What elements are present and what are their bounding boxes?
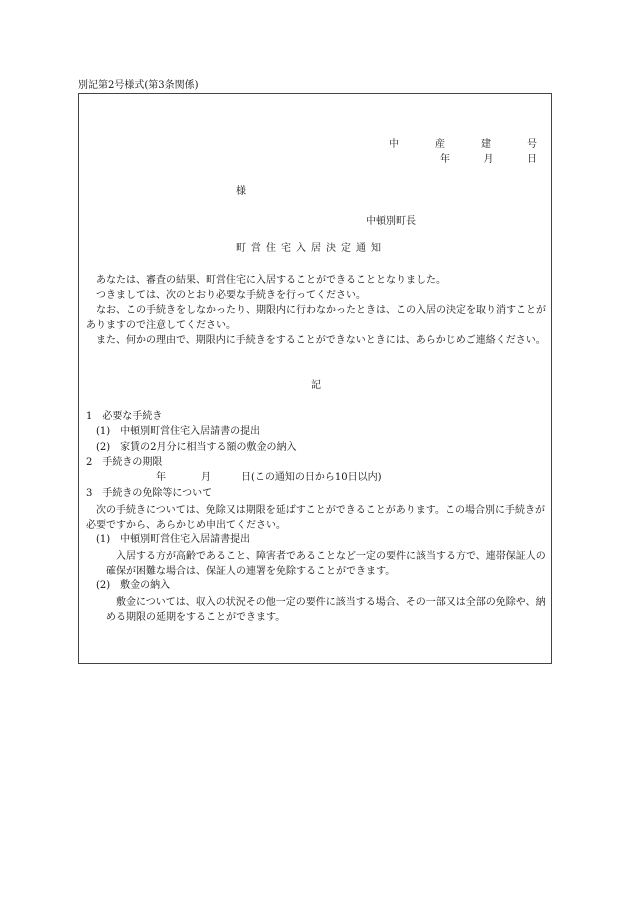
section3-sub1-body: 入居する方が高齢であること、障害者であることなど一定の要件に該当する方で、連帯保証人の確保が困難な場合は、保証人の連署を免除することができます。 — [106, 551, 546, 577]
date-month: 月 — [483, 154, 494, 165]
intro-paragraph: また、何かの理由で、期限内に手続きをすることができないときには、あらかじめご連絡ください。 — [86, 335, 546, 346]
deadline-day-note: 日(この通知の日から10日以内) — [241, 472, 382, 483]
addressee-suffix: 様 — [236, 186, 246, 197]
document-number — [389, 139, 537, 151]
issuer: 中頓別町長 — [366, 216, 416, 227]
doc-number-part: 建 — [481, 139, 491, 150]
section1-heading: 1 必要な手続き — [86, 411, 163, 422]
intro-paragraph: なお、この手続きをしなかったり、期限内に行わなかったときは、この入居の決定を取り消すことがありますので注意してください。 — [86, 305, 546, 331]
doc-number-part: 産 — [435, 139, 445, 150]
section1-item: (2) 家賃の2月分に相当する額の敷金の納入 — [96, 442, 297, 453]
doc-number-part: 中 — [389, 139, 399, 150]
section3-heading: 3 手続きの免除等について — [86, 488, 213, 499]
section1-item: (1) 中頓別町営住宅入居請書の提出 — [96, 426, 261, 437]
ki-heading: 記 — [311, 380, 321, 391]
form-label: 別記第2号様式(第3条関係) — [78, 80, 199, 91]
deadline-year: 年 — [156, 472, 166, 483]
doc-number-part: 号 — [527, 139, 537, 150]
section3-sub2-heading: (2) 敷金の納入 — [96, 580, 171, 591]
date-year: 年 — [440, 154, 450, 165]
section3-sub2-body: 敷金については、収入の状況その他一定の要件に該当する場合、その一部又は全部の免除や、納める期限の延期をすることができます。 — [106, 597, 546, 623]
section3-sub1-heading: (1) 中頓別町営住宅入居請書提出 — [96, 534, 251, 545]
section3-body: 次の手続きについては、免除又は期限を延ばすことができることがあります。この場合別に手続きが必要ですから、あらかじめ申出てください。 — [86, 505, 545, 531]
intro-paragraph: あなたは、審査の結果、町営住宅に入居することができることとなりました。 — [86, 275, 446, 286]
deadline-month: 月 — [201, 472, 211, 483]
issue-date — [440, 154, 537, 166]
date-day: 日 — [527, 154, 537, 165]
intro-paragraph: つきましては、次のとおり必要な手続きを行ってください。 — [86, 290, 366, 301]
document-title: 町営住宅入居決定通知 — [236, 243, 386, 254]
section2-heading: 2 手続きの期限 — [86, 457, 163, 468]
